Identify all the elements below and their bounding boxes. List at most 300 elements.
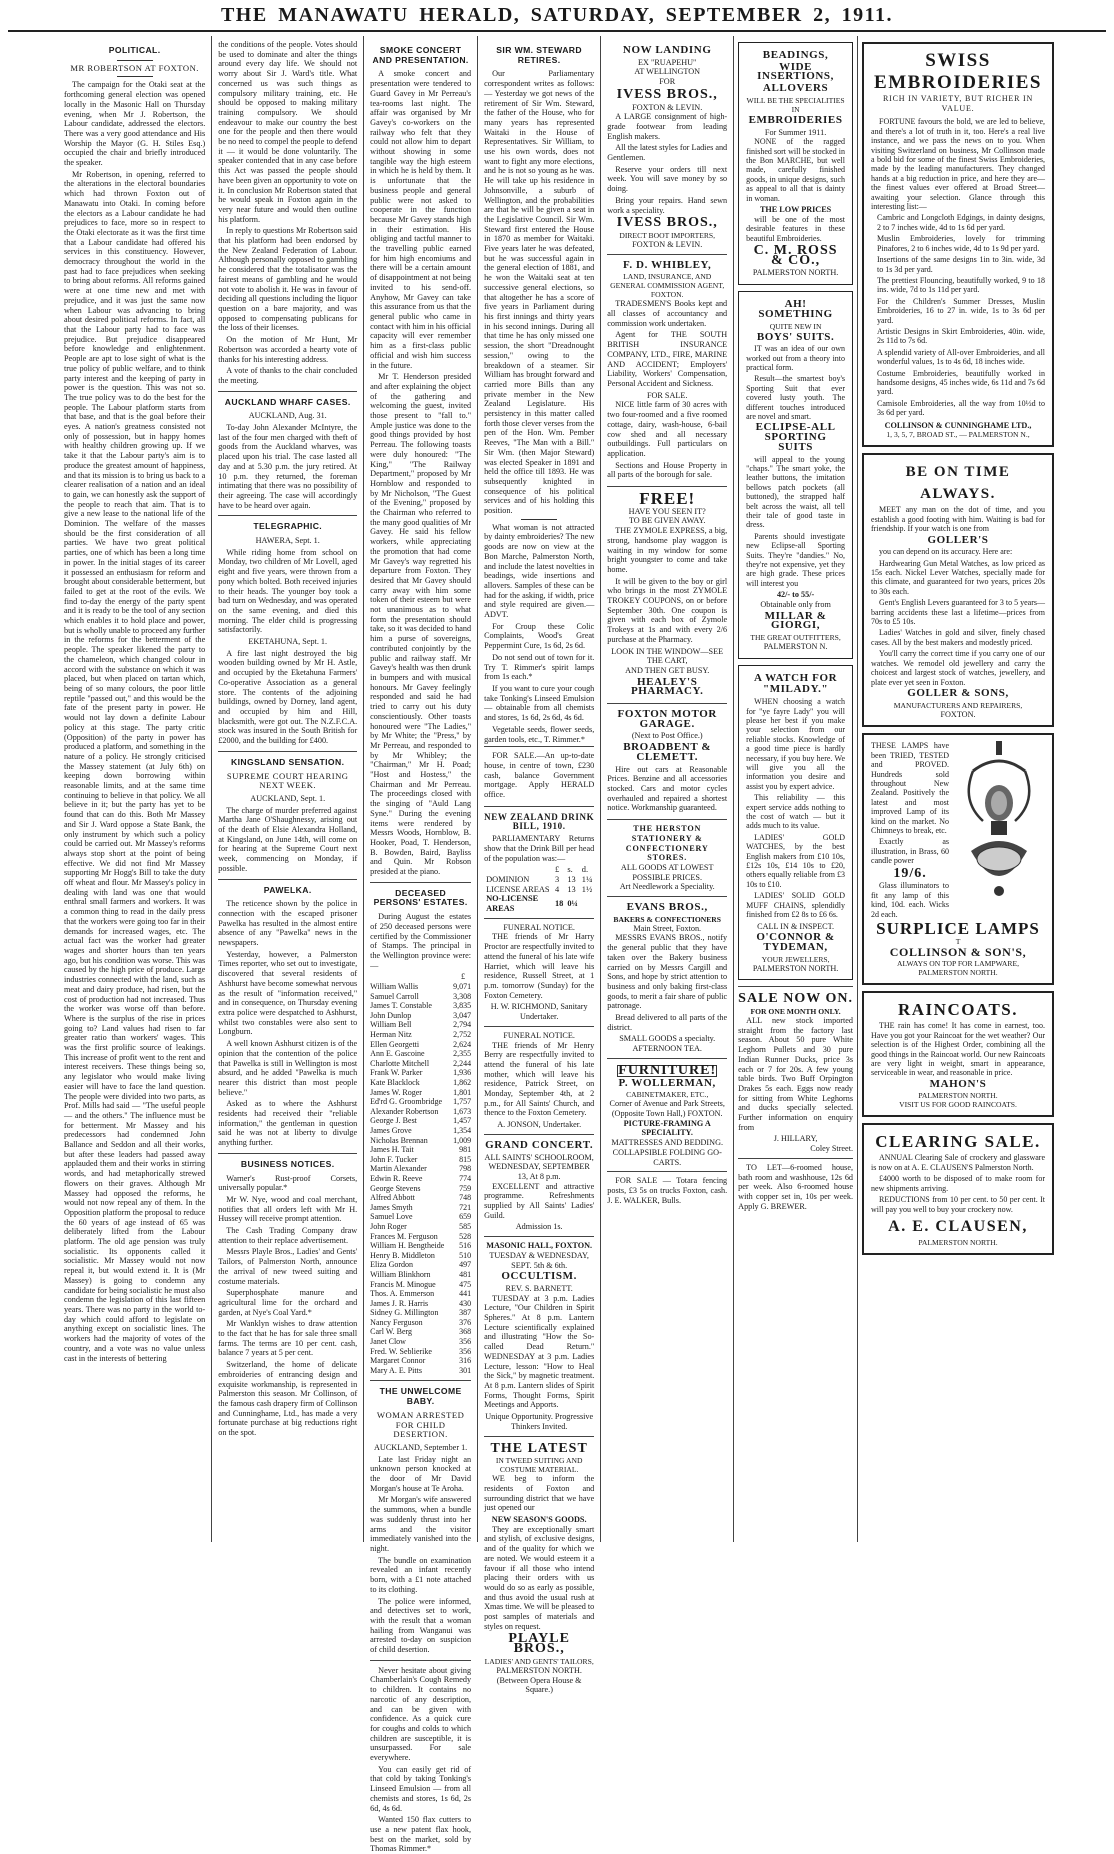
funeral-notice-1 [484,918,594,1026]
funeral-heading: FUNERAL NOTICE. [503,922,575,932]
ad-heading: QUITE NEW IN [769,321,822,331]
estate-value: 301 [459,1365,472,1375]
lamp-ad-text [871,741,949,921]
drink-bill-row [484,875,594,885]
ad-heading: ALLOVERS [762,82,829,95]
estate-value: 585 [459,1221,472,1231]
estate-row [370,1193,471,1203]
drink-amount [580,894,594,913]
evans-name: EVANS BROS., [626,901,708,914]
estate-name: Alfred Abbott [370,1193,415,1203]
estate-name: Ellen Georgetti [370,1039,420,1049]
estate-name: William Wallis [370,982,419,992]
estate-name: William Bell [370,1020,412,1030]
estate-row [370,1260,471,1270]
estate-name: Nicholas Brennan [370,1135,428,1145]
estate-value: 759 [459,1183,472,1193]
swiss-list-item: Muslin Embroideries, lovely for trimming Pinafores, 2 to 6 inches wide, 4d to 1s 9d per yard. [877,234,1046,253]
columns [0,36,1114,1854]
surplice-lamps-ad [862,733,1054,985]
estate-value: 2,244 [453,1058,472,1068]
ad-text: TUESDAY at 3 p.m. Ladies Lecture, "Our Children in Spirit Spheres." At 8 p.m. Lantern Lecture scientifically explained and illustrating "How the So-called Dead Return." WEDNESDAY at 3 p.m. Ladies Lecture, lesson: "How to Heal the Sick," by magnetic treatment. At 8 p.m. Lantern slides of Spirit Forms, Thought Forms, Spirit Meetings and Apports. [484,1293,595,1410]
estate-row [370,1270,471,1280]
mahon-subheading: VISIT US FOR GOOD RAINCOATS. [899,1100,1017,1110]
estate-value: 376 [459,1317,472,1327]
ivess-subheading: DIRECT BOOT IMPORTERS, [619,230,716,240]
ad-text: THE friends of Mr Henry Berry are respectfully invited to attend the funeral of his late mother, which will leave his residence, Patrick Street, on Monday, September 4th, at 2 p.m., for All Saints' Church, and thence to the Foxton Cemetery. [484,1040,595,1118]
estate-value: 510 [459,1250,472,1260]
article-paragraph: On the motion of Mr Hunt, Mr Robertson was accorded a hearty vote of thanks for his interesting address. [218,335,358,364]
estate-row [370,1212,471,1222]
estates-table [370,982,471,1375]
article-paragraph: Do not send out of town for it. Try T. Rimmer's spirit lamps from 1s each.* [484,652,595,682]
divider [218,515,357,516]
dateline: AUCKLAND, Aug. 31. [248,411,327,421]
landing-ship: EX "RUAPEHU" [638,57,697,67]
estate-value: 721 [459,1202,472,1212]
estate-name: Francis M. Minogue [370,1279,436,1289]
ad-signature: J. HILLARY, [773,1134,818,1144]
ad-heading: RAINCOATS. [898,1000,1019,1020]
estate-row [370,1020,471,1030]
ad-text: Exactly as illustration, in Brass, 60 candle power [871,837,950,866]
ad-heading: BE ON TIME [905,464,1011,481]
estate-name: Kate Blacklock [370,1078,420,1088]
estate-row [370,1366,471,1376]
estate-value: 1,673 [453,1106,472,1116]
estate-row [370,1116,471,1126]
ad-text: ANNUAL Clearing Sale of crockery and glassware is now on at A. E. CLAUSEN'S Palmerston North. [871,1153,1046,1172]
estate-name: Nancy Ferguson [370,1317,423,1327]
ad-heading: "MILADY." [762,683,829,696]
baby-subheading: WOMAN ARRESTED FOR CHILD DESERTION. [376,1409,465,1440]
article-paragraph: What woman is not attracted by dainty embroideries? The new goods are now on view at the Bon Marche, Palmerston North, and include the latest novelties in beadings, wide insertions and allovers. Samples of these can be had for the asking, if width, price and style required are given.—ADVT. [484,522,595,620]
dateline: AUCKLAND, Sept. 1. [250,793,326,803]
article-paragraph: During August the estates of 250 deceased persons were certified by the Commissioner of Stamps. The principal in the Wellington province were:— [370,912,472,970]
concert-heading: GRAND CONCERT. [485,1138,594,1151]
ad-text: TO LET—6-roomed house, bath room and washhouse, 12s 6d per week. Also 6-roomed house with copper set in, 10s per week. Apply G. BREWER. [738,1162,854,1211]
ad-location: Coley Street. [810,1144,854,1154]
ad-text: MEET any man on the dot of time, and you establish a good footing with him. Waiting is bad for friendship. If your watch is one from [871,505,1046,534]
estate-name: James Grove [370,1126,412,1135]
masonic-speaker: REV. S. BARNETT. [505,1283,573,1293]
estate-row [370,1327,471,1337]
garage-heading: FOXTON MOTOR GARAGE. [617,708,717,730]
latest-subheading: IN TWEED SUITING AND COSTUME MATERIAL. [495,1456,583,1475]
goller-subheading: MANUFACTURERS AND REPAIRERS, [893,700,1023,710]
estate-row [370,1241,471,1251]
low-prices-heading: THE LOW PRICES [759,205,832,215]
ad-text: Reserve your orders till next week. You will save money by so doing. [607,164,728,194]
estate-value: 316 [459,1356,472,1366]
wollerman-subheading: CABINETMAKER, ETC., [626,1090,709,1100]
estate-value: 356 [459,1337,472,1347]
dateline: HAWERA, Sept. 1. [255,536,320,546]
estate-value: 2,355 [453,1049,472,1059]
ad-text: will appeal to the young "chaps." The smart yoke, the leather buttons, the imitation bellows patch pockets (all buttoned), the strapped half belt across the waist, all tell their tale of good taste in dress. [746,454,846,530]
estate-name: Thos. A. Emmerson [370,1289,435,1299]
evans-bros-ad [607,896,727,1058]
column-6 [734,36,858,1542]
estate-row [370,1289,471,1299]
divider [521,519,557,520]
hillary-sale-ad [738,986,853,1158]
estate-name: James W. Roger [370,1087,422,1097]
drink-bill-row [484,885,594,895]
estate-name: Janet Clow [370,1337,406,1347]
estate-name: James T. Constable [370,1001,432,1011]
for-sale-heading: FOR SALE. [646,390,688,400]
drink-amount: 18 [554,899,564,909]
ad-text: FOR SALE.—An up-to-date house, in centre of town, £230 cash, balance Government mortgage. Apply HERALD office. [484,751,595,800]
millar-subheading: THE GREAT OUTFITTERS, [750,633,841,643]
estate-value: 441 [459,1289,472,1299]
article-paragraph: A smoke concert and presentation were tendered to Guard Gavey in Mr Perreau's tea-rooms last night. The affair was organised by Mr Gavey's co-workers on the railway who felt that they could not allow him to depart without showing in some tangible way the high esteem in which he is held by them. It is unfortunate that the business people and general public were not asked to cooperate in the function because Mr Gavey stands high in their estimation. His obliging and tactful manner to the travelling public earned for him high encomiums and there will be a certain amount of disappointment at not being invited to his send-off. Anyhow, Mr Gavey can take this assurance from us that the general public who came in contact with him in his official capacity will ever remember him as a first-class public official and wish him success in the future. [370,69,472,370]
ad-heading: BOYS' SUITS. [756,330,835,343]
article-paragraph: The police were informed, and detectives set to work, with the result that a woman hailing from Wanganui was arrested to-day on suspicion of child desertion. [370,1596,472,1655]
ad-text: EXCELLENT and attractive programme. Refreshments supplied by All Saints' Ladies' Guild. [484,1181,595,1220]
estate-row [370,1059,471,1069]
ad-text: WE beg to inform the residents of Foxton and surrounding district that we have just opened our [484,1474,595,1513]
article-paragraph: A fire last night destroyed the big wooden building owned by Mr H. Astle, and occupied by the Eketahuna Farmers' Co-operative Association as a general store. The contents of the adjoining buildings, owned by Dorney, land agent, and occupied by him and Hill, blacksmith, were got out. The N.Z.F.C.A. stock was insured in the South British for £2000, and the building for £400. [218,648,358,746]
ad-text: NONE of the ragged finished sort will be stocked in the Bon MARCHE, but well made, carefully finished goods, in unique designs, such as appeal to all that is dainty in woman. [746,137,846,203]
ad-text: will be one of the most desirable features in these beautiful Embroideries. [746,214,846,243]
swiss-list-item: Camisole Embroideries, all the way from 10½d to 3s 6d per yard. [877,398,1046,418]
ad-text: FOR SALE — Totara fencing posts, £3 5s on trucks Foxton, cash. J. E. WALKER, Bulls. [607,1176,728,1205]
article-paragraph: Mr W. Nye, wood and coal merchant, notifies that all orders left with Mr H. Hussey will receive prompt attention. [218,1194,358,1224]
undertaker: H. W. RICHMOND, Sanitary Undertaker. [490,1002,588,1022]
ad-text: IT was an idea of our own worked out from a theory into practical form. [746,344,846,373]
estate-value: 528 [459,1231,472,1241]
whibley-name: F. D. WHIBLEY, [623,258,712,271]
estate-value: 1,457 [453,1116,472,1126]
drink-amount: 1½ [581,884,593,894]
lamps-location: PALMERSTON NORTH. [918,968,998,978]
masonic-date: TUESDAY & WEDNESDAY, SEPT. 5th & 6th. [489,1250,589,1270]
ad-text: Obtainable only from [760,599,831,609]
swiss-price-list [871,213,1045,417]
estate-value: 1,009 [453,1135,472,1145]
swiss-list-item: Cambric and Longcloth Edgings, in dainty designs, 2 to 7 inches wide, 4d to 1s 6d per yard. [877,213,1046,232]
free-heading: FREE! [639,489,696,509]
estate-row [370,1097,471,1107]
estates-heading: DECEASED PERSONS' ESTATES. [373,887,468,908]
ad-text: LOOK IN THE WINDOW—SEE THE CART, [611,646,724,666]
article-paragraph: Late last Friday night an unknown person knocked at the door of Mr David Morgan's house at Te Aroha. [370,1454,472,1493]
ad-text: THESE LAMPS have been TRIED, TESTED and PROVED. Hundreds sold throughout New Zealand. Positively the latest and most improved Lamp of its kind on the market. No Chimneys to break, etc. [871,741,950,835]
estate-name: Mary A. E. Pitts [370,1365,422,1375]
oconnor-subheading: YOUR JEWELLERS, [761,954,830,964]
estate-value: 368 [459,1327,472,1337]
column-2 [212,36,364,1542]
concert-admission: Admission 1s. [515,1222,563,1232]
estate-name: Frank W. Parker [370,1068,423,1078]
oconnor-name: O'CONNOR & TYDEMAN, [756,931,835,953]
estate-name: William Blinkhorn [370,1269,431,1279]
estate-value: 774 [459,1173,472,1183]
ad-text: All the latest styles for Ladies and Gentlemen. [607,143,728,163]
estate-name: Edwin R. Reeve [370,1173,423,1183]
divider [218,391,357,392]
estate-name: John F. Tucker [370,1154,418,1164]
funeral-heading: FUNERAL NOTICE. [503,1030,575,1040]
article-paragraph: A vote of thanks to the chair concluded the meeting. [218,366,358,385]
article-paragraph: While riding home from school on Monday, two children of Mr Lovell, aged eight and five years, were thrown from a pony which bolted. Both received injuries to their heads. The younger boy took a bad turn on Wednesday, and was operated on the same evening, and died this morning. The elder child is progressing satisfactorily. [218,547,358,635]
evans-subheading: BAKERS & CONFECTIONERS [613,914,722,924]
estate-row [370,1232,471,1242]
estate-name: Eliza Gordon [370,1260,414,1270]
estate-value: 1,801 [453,1087,472,1097]
wollerman-name: P. WOLLERMAN, [618,1076,716,1089]
article-paragraph: Superphosphate manure and agricultural lime for the orchard and garden, at Nye's Coal Yard.* [218,1288,358,1317]
ad-text: ALL GOODS AT LOWEST POSSIBLE PRICES. [620,862,714,882]
estate-name: Samuel Carroll [370,991,419,1001]
ad-text: WILL BE THE SPECIALITIES IN [746,95,845,114]
estate-row [370,1001,471,1011]
unit-pence: d. [581,865,589,875]
ad-text: Bread delivered to all parts of the district. [607,1013,728,1032]
dateline: EKETAHUNA, Sept. 1. [248,637,328,647]
article-paragraph: Warner's Rust-proof Corsets, universally popular.* [218,1173,358,1193]
ad-text: NICE little farm of 30 acres with two four-roomed and a five roomed cottage, dairy, wash-house, 6-bail cow shed and all necessary outbuildings. Full particulars on application. [607,400,728,458]
ad-text: Hardwearing Gun Metal Watches, as low priced as 15s each. Nickel Lever Watches, specially made for this climate, and guaranteed for two years, prices 20s to 30s each. [871,558,1046,596]
telegraphic-heading: TELEGRAPHIC. [253,521,323,532]
dateline: AUCKLAND, September 1. [374,1442,468,1452]
goller-name: GOLLER'S [927,533,989,546]
playle-subheading: LADIES' AND GENTS' TAILORS, [484,1656,594,1666]
ad-text: Bring your repairs. Hand sewn work a speciality. [607,195,728,215]
kingsland-heading: KINGSLAND SENSATION. [231,756,345,767]
estate-value: 2,752 [453,1030,472,1040]
masonic-footer: Unique Opportunity. Progressive Thinkers Invited. [485,1412,594,1431]
ad-subheading: FOR ONE MONTH ONLY. [750,1007,841,1017]
totara-posts-ad [607,1171,727,1211]
ad-text: THE rain has come! It has come in earnest, too. Have you got your Raincoat for the wet weather? Our selection is of the Highest Order, combining all the good things in the Raincoat world. Our new Raincoats are very light in weight, smart in appearance, serviceable in wear, and reasonable in price. [871,1021,1046,1078]
ross-location: PALMERSTON NORTH. [752,268,839,278]
article-paragraph: Never hesitate about giving Chamberlain's Cough Remedy to children. It contains no narcotic of any description, and can be given with confidence. As a quick cure for coughs and colds to which children are susceptible, it is unsurpassed. For sale everywhere. [370,1665,472,1763]
estate-name: Ann E. Gascoine [370,1049,425,1059]
ad-text: LADIES' SOLID GOLD MUFF CHAINS, splendidly finished from £2 8s to £6 6s. [746,891,846,920]
swiss-list-item: Costume Embroideries, beautifully worked in handsome designs, 45 inches wide, 6s 11d and 7s 6d yard. [877,368,1046,397]
ivess-name-2: IVESS BROS., [616,215,718,231]
estate-name: Carl W. Berg [370,1327,413,1337]
divider [218,1153,357,1154]
lamps-subheading: ALWAYS ON TOP FOR LAMPWARE, [897,959,1020,969]
article-paragraph: Wanted 150 flax cutters to use a new patent flax hook, best on the market, sold by Thomas Rimmer.* [370,1815,472,1854]
article-paragraph: To-day John Alexander McIntyre, the last of the four men charged with theft of goods from the Auckland wharves, was placed upon his trial. The case lasted all day and at 5.30 p.m. the jury retired. At 10 p.m. they returned, the foreman intimating that there was no possibility of their agreeing. The case will accordingly have to be heard over again. [218,423,358,510]
whibley-subheading: LAND, INSURANCE, AND GENERAL COMMISSION AGENT, FOXTON. [610,272,725,300]
article-paragraph: In reply to questions Mr Robertson said that his platform had been endorsed by the New Zealand Federation of Labour. Although personally opposed to gambling he considered that the totalisator was the fairest means of gambling and he would not vote to abolish it. He was in favour of deciding all questions including the liquor question on a bare majority, and was opposed to compensating publicans for the loss of their licenses. [218,226,358,333]
ad-text: It will be given to the boy or girl who brings in the most ZYMOLE TROKEY COUPONS, on or before September 30th. One coupon is given with each box of Zymole Trokeys at 1s and with every 2/6 purchase at the Pharmacy. [607,576,728,644]
ad-text: A LARGE consignment of high-grade footwear from leading English makers. [607,112,728,141]
ad-text: Hire out cars at Reasonable Prices. Benzine and all accessories stocked. Cars and motor cycles overhauled and repaired a shortest notice. Workmanship guaranteed. [607,764,728,813]
estate-name: James Smyth [370,1202,413,1212]
estate-value: 497 [459,1260,472,1270]
clearing-sale-ad [862,1123,1054,1254]
healey-pharmacy-ad [607,486,727,703]
drink-area: NO-LICENSE AREAS [486,894,539,914]
ad-text: Result—the smartest boy's Sporting Suit that ever covered lusty youth. The different touches introduced are novel and smart. [746,374,846,422]
free-subheading-2: TO BE GIVEN AWAY. [628,516,706,526]
divider [370,882,471,883]
estate-value: 481 [459,1269,472,1279]
ad-text: £4000 worth to be disposed of to make room for new shipments arriving. [871,1174,1046,1193]
season-goods-heading: NEW SEASON'S GOODS. [491,1515,587,1525]
divider [218,879,357,880]
article-paragraph: the conditions of the people. Votes should be used to dominate and alter the things around every day life. We should not worry about Sir J. Ward's title. What concerned us was such things as compulsory military training, etc. He should be opposed to making military training compulsory. We should endeavour to make our country the best one for the people and then there would be no need to compel the people to defend it — it would be done voluntarily. The speaker contended that in any case before this Act was passed the people should have been given an opportunity to vote on it. In conclusion Mr Robertson stated that he would speak in Foxton again in the very near future and would then outline his platform. [218,40,358,224]
ad-text: THE friends of Mr Harry Proctor are respectfully invited to attend the funeral of his late wife Harriet, which will leave his residence, Russell Street, at 1 p.m. tomorrow (Sunday) for the Foxton Cemetery. [484,932,595,1000]
watch-ad [738,665,853,981]
estate-row [370,1164,471,1174]
pawelka-heading: PAWELKA. [263,884,312,895]
ad-text: For Summer 1911. [764,127,827,137]
estate-value: 3,047 [453,1010,472,1020]
estate-row [370,1308,471,1318]
clausen-location: PALMERSTON NORTH. [918,1237,998,1247]
lamps-heading: SURPLICE LAMPS [876,918,1040,938]
estate-value: 475 [459,1279,472,1289]
swiss-list-item: A splendid variety of All-over Embroideries, and all wonderful values, 1s to 4s 6d, 18 inches wide. [877,347,1046,367]
estate-row [370,1049,471,1059]
ad-text: Glass illuminators to fit any lamp of this kind, 10d. each. Wicks 2d each. [871,881,950,919]
mahon-location: PALMERSTON NORTH. [918,1091,998,1101]
ross-embroideries-ad [738,42,853,285]
divider [370,1380,471,1381]
masonic-heading: MASONIC HALL, FOXTON. [486,1241,593,1251]
unit-shillings: s. [567,865,573,875]
estate-row [370,1030,471,1040]
column-3 [364,36,478,1854]
masonic-title: OCCULTISM. [501,1270,577,1283]
ad-text: Parents should investigate new Eclipse-all Sporting Suits. They're "dandies." No, they're not expensive, yet they are high grade. These prices will interest you [746,531,846,588]
estate-name: Fred. W. Seblierike [370,1346,432,1356]
drink-bill-heading: NEW ZEALAND DRINK BILL, 1910. [484,811,595,832]
motor-garage-ad [607,703,727,819]
ad-text: SMALL GOODS a specialty. [619,1034,716,1044]
estate-value: 387 [459,1308,472,1318]
playle-name: PLAYLE BROS., [508,1631,570,1657]
divider [370,1660,471,1661]
political-heading: POLITICAL. [108,45,161,55]
landing-for: FOR [659,77,676,87]
swiss-embroideries-ad [862,42,1054,447]
ad-heading: SALE NOW ON. [738,991,853,1007]
wollerman-address: Corner of Avenue and Park Streets, (Opposite Town Hall,) FOXTON. [609,1099,725,1118]
millar-location: PALMERSTON N. [763,642,828,652]
ad-text: ALL new stock imported straight from the factory last season. About 50 pure White Leghorn Pullets and 30 pure Indian Runner Ducks, price 3s each or 7 for 20s. A few young table birds. Two Buff Orpington Drakes 5s each. Eggs now ready for sitting from White Leghorns and ducks specially selected. Further information on enquiry from [738,1016,854,1132]
estate-row [370,1040,471,1050]
estate-name: George J. Best [370,1116,417,1126]
ad-text: TRADESMEN'S Books kept and all classes of accountancy and commission work undertaken. [607,299,728,328]
estate-row [370,1011,471,1021]
drink-bill-ad [484,806,594,918]
ad-heading: EMBROIDERIES [874,72,1042,93]
ad-text: Sections and House Property in all parts of the borough for sale. [607,460,728,480]
estate-row [370,1145,471,1155]
ad-text: You'll carry the correct time if you carry one of our watches. We remodel old jewellery and carry the choicest and largest stock of watches, jewellery, and plate ever yet seen in Foxton. [871,649,1046,687]
column-5 [601,36,734,1542]
baby-heading: THE UNWELCOME BABY. [379,1386,462,1407]
garage-subheading: (Next to Post Office.) [631,731,703,741]
article-paragraph: The bundle on examination revealed an infant recently born, with a £1 note attached to its clothing. [370,1555,472,1594]
ad-heading: SWISS [925,50,991,71]
estate-row [370,1126,471,1136]
lamps-t: T [955,936,961,946]
article-paragraph: A well known Ashhurst citizen is of the opinion that the contention of the police that Pawelka is still in Wellington is most absurd, and he added "Pawelka is much nearer this district than most people believe." [218,1039,358,1097]
estate-value: 981 [459,1145,472,1155]
boys-suits-ad [738,291,853,659]
grand-concert-ad [484,1134,594,1236]
article-paragraph: The reticence shown by the police in connection with the escaped prisoner Pawelka has resulted in the almost entire absence of any "Pawelka" news in the newspapers. [218,899,358,948]
estate-row [370,1318,471,1328]
swiss-list-item: The prettiest Flouncing, beautifully worked, 9 to 18 ins. wide, 7d to 1s 11d per yard. [877,275,1046,295]
drink-amount: 0¼ [567,899,578,909]
drink-amount: 3 [554,874,560,884]
ad-text: AFTERNOON TEA. [632,1044,702,1054]
playle-bros-ad [484,1436,594,1699]
business-notices-heading: BUSINESS NOTICES. [240,1158,335,1169]
estate-value: 2,624 [453,1039,472,1049]
ad-text: LADIES' GOLD WATCHES, by the best English makers from £10 10s, £12s 10s, £14 10s to £20, others equally reliable from £3 10s to £10. [746,832,846,889]
concert-place: ALL SAINTS' SCHOOLROOM, [484,1152,594,1162]
ad-heading: ALWAYS. [920,486,996,503]
article-paragraph: Our Parliamentary correspondent writes as follows:— Yesterday we got news of the retirement of Sir Wm. Steward, the father of the House, who for many years has represented Waitaki in the House of Representatives. Sir William, to use his own words, does not want to fight any more elections, and he is not so young as he was. He will take up his residence in Johnsonville, a suburb of Wellington, and the probabilities are that he will be given a seat in the Legislative Council. Sir Wm. Steward first entered the House in 1870 as member for Waitaki. Five years later he was defeated, but he was successful again in the general election of 1881, and he won the Waitaki seat at ten successive general elections, so that altogether he has a score of five years in Parliament during his first innings and thirty years in his second innings. During all that time he has only missed one session, the short "Dreadnought session," owing to the breakdown of a steamer. Sir William has brought forward and carried more Bills than any private member in the New Zealand Legislature. His persistency in this matter called forth those clever verses from the pen of the Hon. Wm. Pember Reeves, "The Man with a Bill." Sir Wm. (then Major Steward) was elected Speaker in 1891 and held the office till 1893. He was subsequently knighted in consequence of his political services and of his holding this position. [484,69,595,516]
estate-row [370,1337,471,1347]
estate-row [370,1251,471,1261]
ad-heading: CLEARING SALE. [875,1132,1041,1152]
article-paragraph: For Croup these Colic Complaints, Wood's Great Peppermint Cure, 1s 6d, 2s 6d. [484,621,595,651]
estate-name: Sidney G. Millington [370,1308,439,1318]
estate-name: Martin Alexander [370,1164,427,1174]
ad-heading: WIDE INSERTIONS, [757,60,834,83]
ad-text: Art Needlework a Speciality. [619,882,715,892]
estate-row [370,1222,471,1232]
estate-name: Margaret Connor [370,1356,426,1366]
drink-bill-table [484,865,594,914]
estate-row [370,1356,471,1366]
ad-text: THE ZYMOLE EXPRESS, a big, strong, handsome play waggon is waiting in my window for some bright youngster to come and take home. [607,526,728,574]
drink-amount: 13 [567,884,576,894]
price-range: 42/- to 55/- [776,590,815,600]
swiss-list-item: Insertions of the same designs 1in to 3in. wide, 3d to 1s 3d per yard. [877,255,1046,274]
estate-name: Frances M. Ferguson [370,1231,438,1241]
steward-heading: SIR WM. STEWARD RETIRES. [496,45,583,65]
article-paragraph: Messrs Playle Bros., Ladies' and Gents' Tailors, of Palmerston North, announce the arrival of new tweed suiting and costume materials. [218,1247,358,1286]
ad-text: CALL IN & INSPECT. [757,921,835,931]
estates-unit: £ [460,972,466,982]
ad-text: Gent's English Levers guaranteed for 3 to 5 years—barring accidents these last a lifetime—prices from 70s to £5 10s. [871,598,1046,627]
drink-area: LICENSE AREAS [486,884,550,894]
undertaker: A. JONSON, Undertaker. [497,1120,582,1130]
clausen-name: A. E. CLAUSEN, [888,1217,1028,1235]
divider [117,76,153,77]
estate-value: 3,835 [453,1001,472,1011]
ad-text: PICTURE-FRAMING A SPECIALITY. [623,1118,711,1138]
healey-name: HEALEY'S PHARMACY. [630,675,704,698]
ad-text: Ladies' Watches in gold and silver, finely chased cases. All by the best makers and modestly priced. [871,628,1046,647]
latest-heading: THE LATEST [490,1440,588,1456]
column-7 [858,36,1058,1542]
oconnor-location: PALMERSTON NORTH. [752,963,839,973]
estate-value: 1,936 [453,1068,472,1078]
concert-date: WEDNESDAY, SEPTEMBER 13, At 8 p.m. [488,1162,590,1181]
article-paragraph: You can easily get rid of that cold by taking Tonking's Linseed Emulsion — from all chemists and stores, 1s 6d, 2s 6d, 4s 6d. [370,1764,472,1813]
estate-row [370,1107,471,1117]
ad-text: AND THEN GET BUSY. [625,665,710,675]
estate-value: 516 [459,1241,472,1251]
to-let-ad [738,1158,853,1218]
estate-row [370,1184,471,1194]
